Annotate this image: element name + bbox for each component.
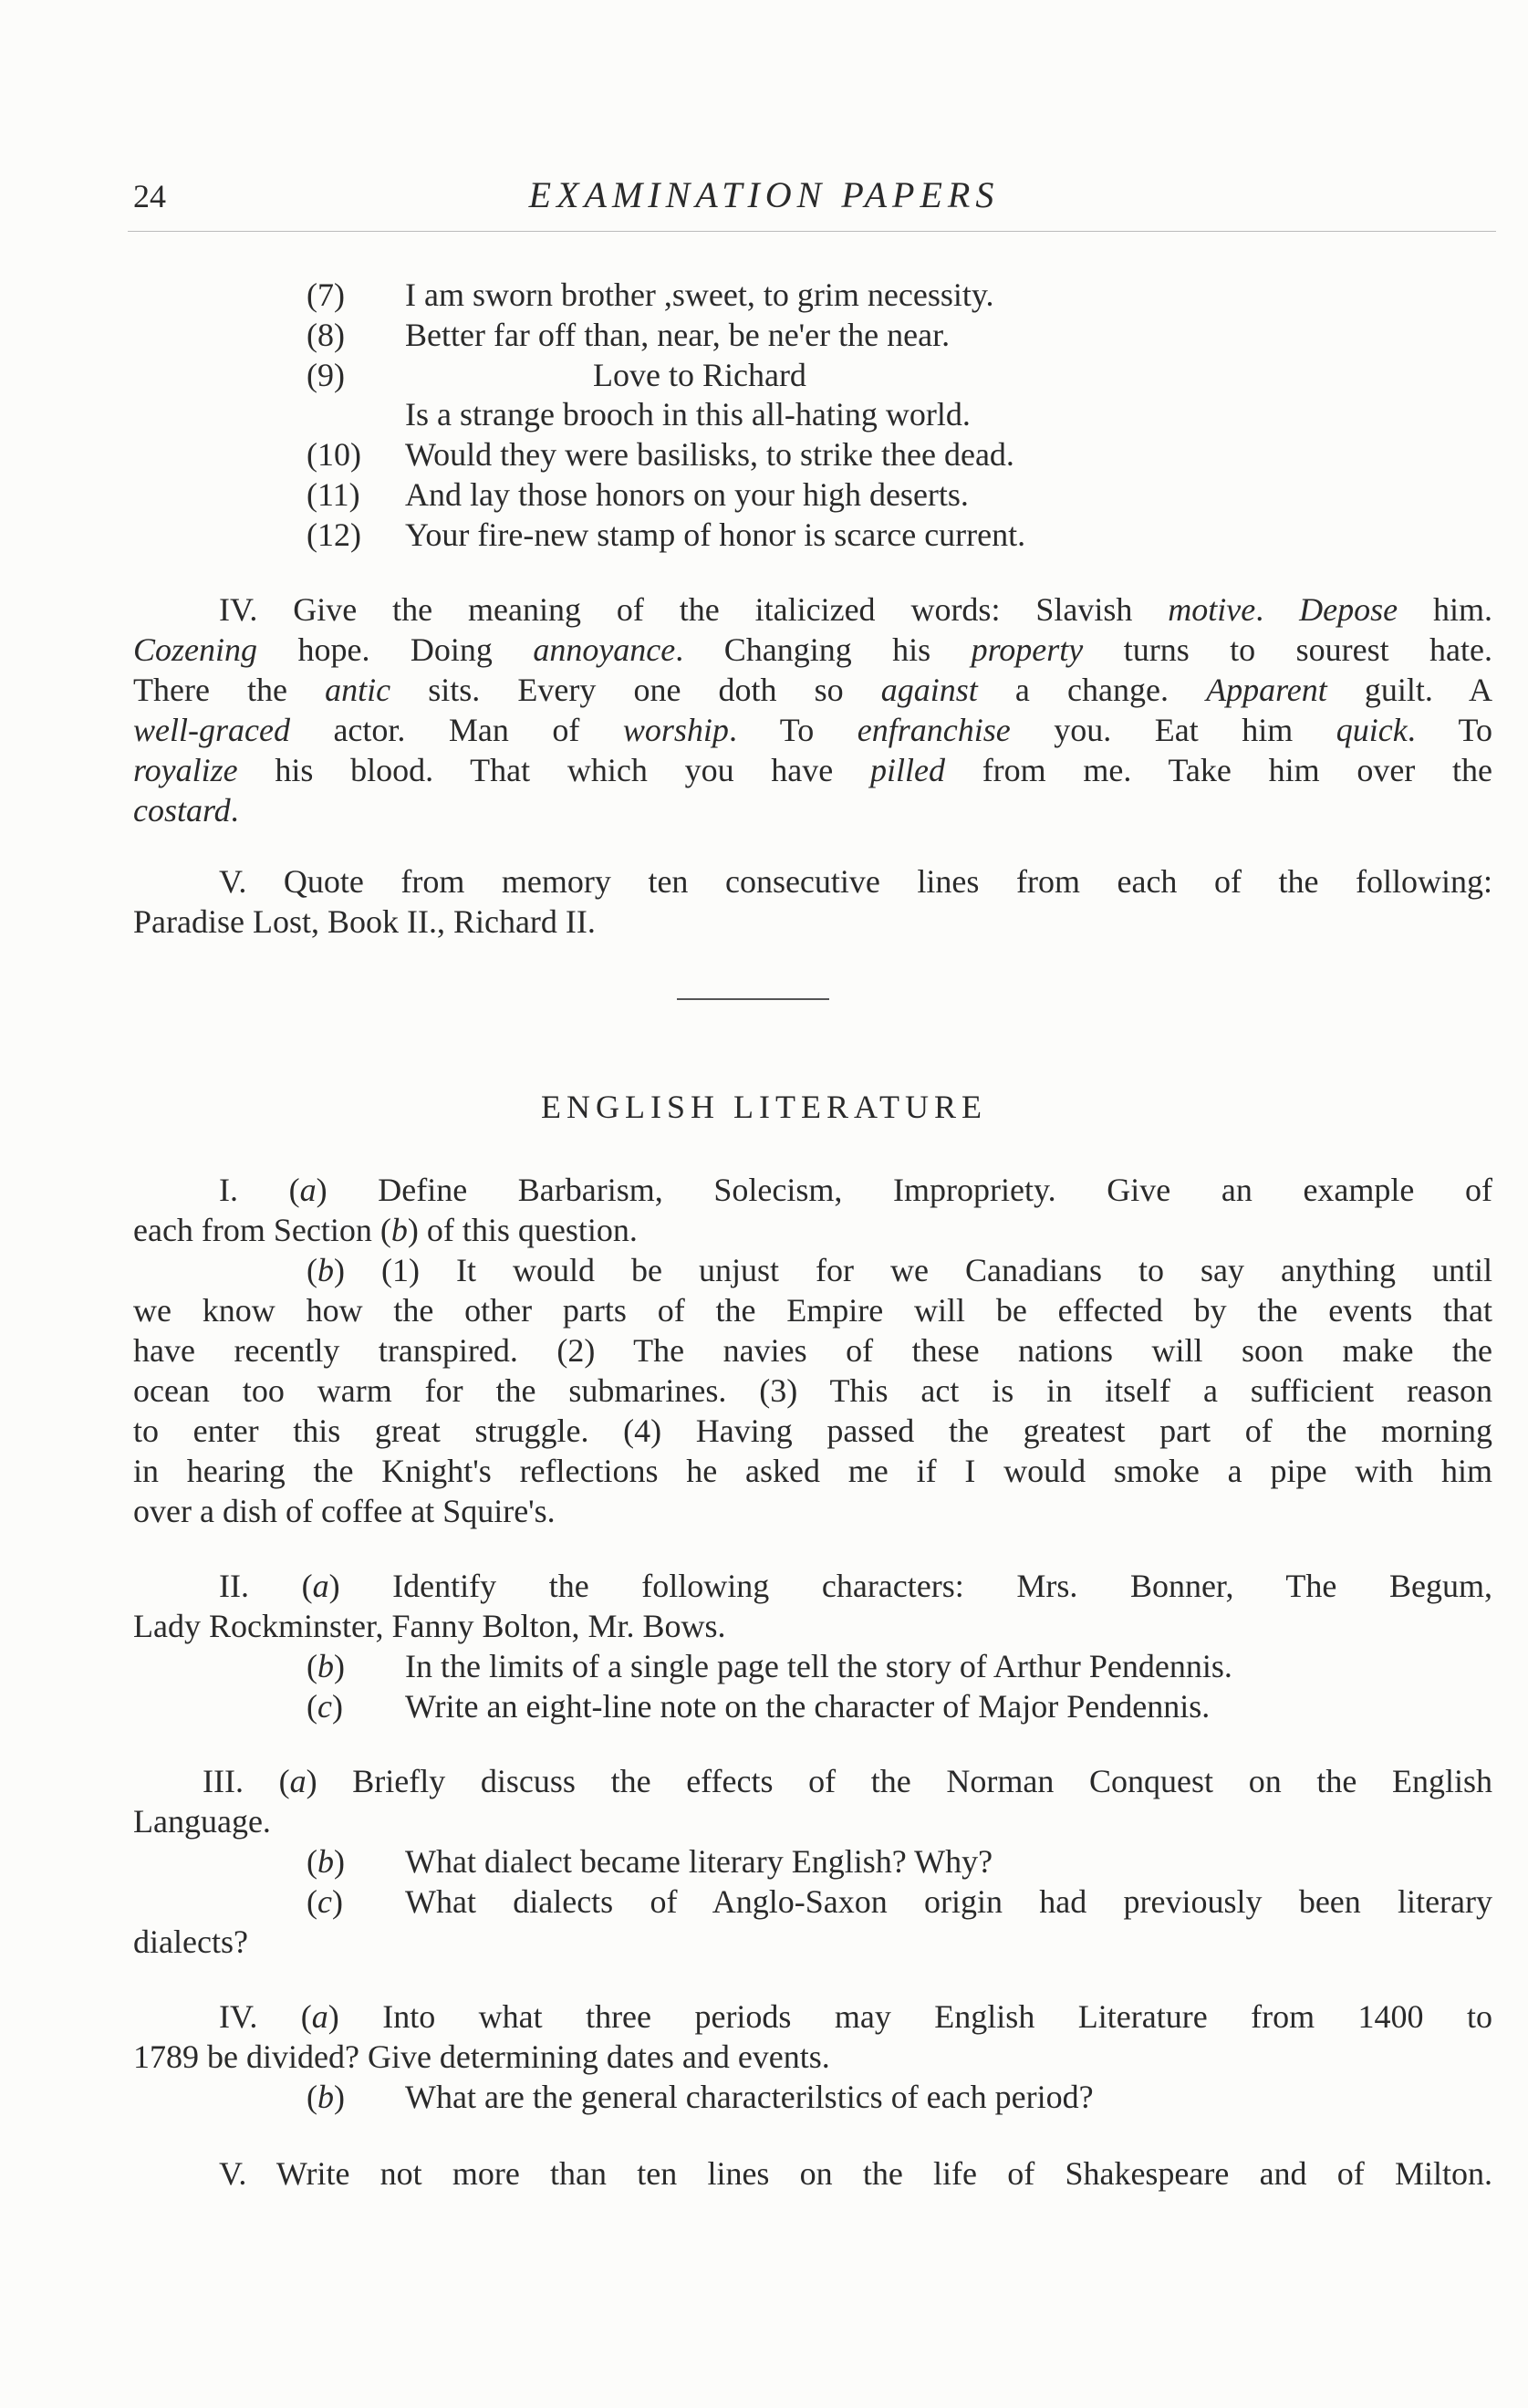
paragraph-line [133, 714, 1492, 746]
text: a change. [977, 672, 1207, 708]
section-divider [677, 998, 829, 1000]
paragraph-line: in hearing the Knight's reflections he asked me if I would smoke a pipe with him [133, 1453, 1492, 1489]
italic-letter: a [299, 1172, 317, 1208]
quote-number: (8) [307, 317, 345, 353]
italic-word: property [971, 631, 1084, 668]
text: from me. Take him over the [944, 752, 1492, 788]
subquestion-label [307, 1845, 345, 1878]
paragraph-line [219, 593, 1492, 626]
text: ) [331, 1688, 343, 1725]
paragraph-line [133, 1214, 638, 1246]
paragraph-line: we know how the other parts of the Empire will be effected by the events that [133, 1292, 1492, 1329]
italic-letter: b [390, 1212, 408, 1248]
paragraph-line: have recently transpired. (2) The navies of these nations will soon make the [133, 1332, 1492, 1369]
paragraph-line [219, 1569, 1492, 1602]
text: . To [728, 712, 858, 748]
italic-letter: c [317, 1688, 332, 1725]
quote-number: (10) [307, 436, 361, 473]
paragraph-line: What are the general characterilstics of each period? [405, 2079, 1094, 2115]
text: ) [334, 2079, 345, 2115]
text: actor. Man of [289, 712, 623, 748]
italic-letter: c [317, 1883, 332, 1920]
text: ) Identify the following characters: Mrs. Bonner, The Begum, [328, 1568, 1492, 1604]
text: ) Define Barbarism, Solecism, Impropriety. Give an example of [316, 1172, 1492, 1208]
section-title: ENGLISH LITERATURE [541, 1089, 987, 1125]
paragraph-line: V. Quote from memory ten consecutive lines from each of the following: [219, 863, 1492, 900]
paragraph-line: over a dish of coffee at Squire's. [133, 1493, 556, 1529]
italic-word: royalize [133, 752, 238, 788]
page-number: 24 [133, 178, 166, 214]
text: III. ( [203, 1763, 290, 1799]
text: ( [307, 1883, 317, 1920]
text: him. [1398, 591, 1492, 628]
paragraph-line: to enter this great struggle. (4) Having passed the greatest part of the morning [133, 1412, 1492, 1449]
quote-text: Is a strange brooch in this all-hating world. [405, 396, 971, 433]
text: ) Into what three periods may English Literature from 1400 to [327, 1998, 1492, 2035]
text: you. Eat him [1010, 712, 1336, 748]
quote-number: (11) [307, 476, 360, 513]
italic-word: Cozening [133, 631, 258, 668]
paragraph-line: Paradise Lost, Book II., Richard II. [133, 903, 596, 940]
text: There the [133, 672, 326, 708]
text: IV. Give the meaning of the italicized words: Slavish [219, 591, 1169, 628]
text: ) Briefly discuss the effects of the Norman Conquest on the English [306, 1763, 1493, 1799]
italic-word: annoyance [533, 631, 676, 668]
text: his blood. That which you have [237, 752, 870, 788]
quote-text: Your fire-new stamp of honor is scarce current. [405, 516, 1026, 553]
text: ( [307, 1688, 317, 1725]
italic-word: costard [133, 792, 231, 829]
quote-number: (12) [307, 516, 361, 553]
paragraph-line: What dialects of Anglo-Saxon origin had previously been literary [405, 1883, 1492, 1920]
text: turns to sourest hate. [1083, 631, 1492, 668]
text: sits. Every one doth so [390, 672, 881, 708]
text: hope. Doing [257, 631, 534, 668]
paragraph-line: Language. [133, 1803, 271, 1840]
italic-word: Depose [1299, 591, 1398, 628]
italic-letter: b [317, 1648, 334, 1684]
paragraph-line: In the limits of a single page tell the story of Arthur Pendennis. [405, 1648, 1232, 1684]
italic-letter: a [312, 1568, 329, 1604]
subquestion-label [307, 1650, 345, 1683]
italic-word: well-graced [133, 712, 290, 748]
paragraph-line: Lady Rockminster, Fanny Bolton, Mr. Bows. [133, 1608, 726, 1644]
quote-text: And lay those honors on your high deserts. [405, 476, 969, 513]
paragraph-line: V. Write not more than ten lines on the life of Shakespeare and of Milton. [219, 2155, 1492, 2192]
paragraph-line [307, 1254, 1492, 1287]
text: . Changing his [675, 631, 972, 668]
subquestion-label [307, 1690, 343, 1723]
paragraph-line: dialects? [133, 1923, 248, 1960]
paragraph-line [133, 673, 1492, 706]
text: each from Section ( [133, 1212, 391, 1248]
text: ( [307, 1648, 317, 1684]
text: ) (1) It would be unjust for we Canadians to say anything until [334, 1252, 1492, 1288]
paragraph-line: What dialect became literary English? Why? [405, 1843, 993, 1880]
text: I. ( [219, 1172, 300, 1208]
paragraph-line [133, 633, 1492, 666]
italic-word: against [880, 672, 978, 708]
text: ) of this question. [407, 1212, 638, 1248]
italic-letter: b [317, 1843, 334, 1880]
paragraph-line: ocean too warm for the submarines. (3) This act is in itself a sufficient reason [133, 1372, 1492, 1409]
italic-word: Apparent [1206, 672, 1327, 708]
italic-word: quick [1336, 712, 1408, 748]
quote-text: Love to Richard [593, 357, 806, 393]
italic-letter: a [289, 1763, 307, 1799]
subquestion-label [307, 1885, 343, 1918]
paragraph-line [133, 794, 239, 827]
header-rule [128, 231, 1496, 232]
quote-number: (9) [307, 357, 345, 393]
italic-word: antic [325, 672, 391, 708]
italic-word: pilled [869, 752, 945, 788]
running-head: EXAMINATION PAPERS [528, 174, 1000, 215]
paragraph-line: 1789 be divided? Give determining dates and events. [133, 2038, 830, 2075]
text: ) [334, 1648, 345, 1684]
text: ) [331, 1883, 343, 1920]
quote-text: Better far off than, near, be ne'er the near. [405, 317, 951, 353]
text: . [1255, 591, 1300, 628]
text: ( [307, 2079, 317, 2115]
text: . [230, 792, 239, 829]
italic-letter: a [311, 1998, 328, 2035]
paragraph-line [219, 1173, 1492, 1206]
subquestion-label [307, 2080, 345, 2113]
italic-letter: b [317, 1252, 334, 1288]
text: . To [1407, 712, 1493, 748]
italic-letter: b [317, 2079, 334, 2115]
italic-word: worship [622, 712, 729, 748]
quote-number: (7) [307, 276, 345, 313]
quote-text: I am sworn brother ,sweet, to grim necessity. [405, 276, 994, 313]
italic-word: enfranchise [857, 712, 1011, 748]
paragraph-line [133, 754, 1492, 787]
paragraph-line: Write an eight-line note on the character of Major Pendennis. [405, 1688, 1211, 1725]
text: ) [334, 1843, 345, 1880]
italic-word: motive [1168, 591, 1256, 628]
text: II. ( [219, 1568, 313, 1604]
text: guilt. A [1326, 672, 1492, 708]
paragraph-line [219, 2000, 1492, 2033]
text: ( [307, 1252, 317, 1288]
paragraph-line [203, 1765, 1492, 1798]
text: ( [307, 1843, 317, 1880]
quote-text: Would they were basilisks, to strike thee dead. [405, 436, 1014, 473]
text: IV. ( [219, 1998, 312, 2035]
